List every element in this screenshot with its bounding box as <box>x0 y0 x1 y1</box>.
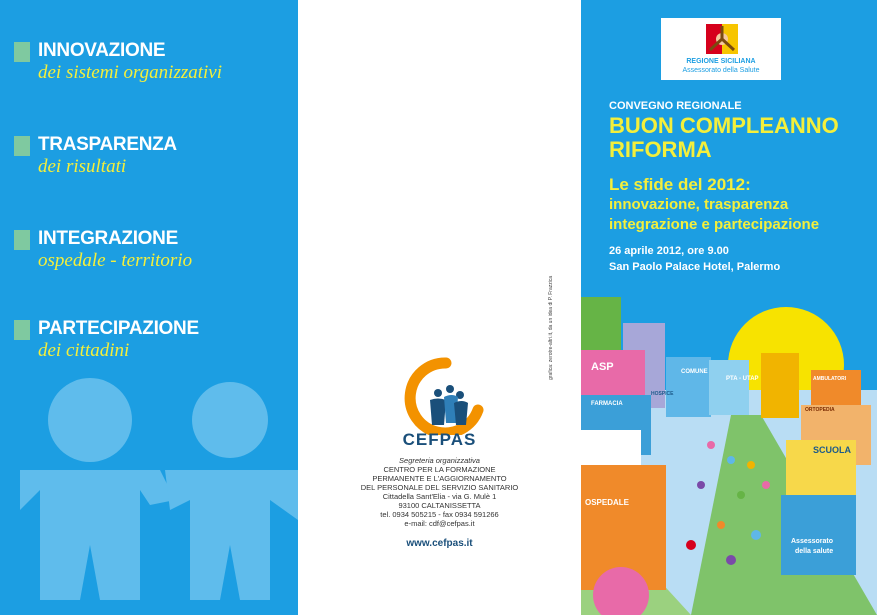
address-line: 93100 CALTANISSETTA <box>398 501 481 510</box>
event-date: 26 aprile 2012, ore 9.00 <box>609 245 729 257</box>
cefpas-logo-icon <box>398 355 488 435</box>
sign-comune: COMUNE <box>681 369 708 375</box>
sign-pta-utap: PTA - UTAP <box>726 376 759 382</box>
address-line: CENTRO PER LA FORMAZIONE <box>383 465 496 474</box>
credit-text: grafica: zerotre-altri.it, da un idea di P. Frazzica <box>548 275 554 380</box>
event-subtitle-line: innovazione, trasparenza <box>609 196 789 213</box>
sign-ambulatori: AMBULATORI <box>813 376 847 382</box>
theme-bar <box>14 42 30 62</box>
sign-scuola: SCUOLA <box>813 445 851 455</box>
region-dept: Assessorato della Salute <box>682 67 760 74</box>
theme-subtitle: dei risultati <box>38 156 127 177</box>
event-title-line-1: BUON COMPLEANNO <box>609 113 839 138</box>
sign-ortopedia: ORTOPEDIA <box>805 407 835 413</box>
sign-ospedale: OSPEDALE <box>585 498 630 507</box>
sign-hospice: HOSPICE <box>651 391 674 397</box>
email-line: e-mail: cdf@cefpas.it <box>404 519 475 528</box>
region-name: REGIONE SICILIANA <box>686 58 756 65</box>
segreteria-label: Segreteria organizzativa <box>399 456 480 465</box>
theme-bar <box>14 320 30 340</box>
sign-asp: ASP <box>591 361 614 373</box>
theme-title: PARTECIPAZIONE <box>38 318 199 339</box>
middle-panel <box>298 0 581 615</box>
convegno-label: CONVEGNO REGIONALE <box>609 100 742 112</box>
theme-title: INNOVAZIONE <box>38 40 166 61</box>
event-subtitle-line: Le sfide del 2012: <box>609 175 751 194</box>
event-subtitle-line: integrazione e partecipazione <box>609 216 820 233</box>
theme-subtitle: dei sistemi organizzativi <box>38 62 223 83</box>
right-panel <box>581 0 877 615</box>
address-line: PERMANENTE E L'AGGIORNAMENTO <box>372 474 507 483</box>
theme-bar <box>14 230 30 250</box>
cefpas-logo-text: CEFPAS <box>402 430 477 449</box>
phone-line: tel. 0934 505215 - fax 0934 591266 <box>380 510 499 519</box>
children-silhouette-icon <box>0 0 298 615</box>
left-panel <box>0 0 298 615</box>
theme-bar <box>14 136 30 156</box>
theme-subtitle: dei cittadini <box>38 340 130 361</box>
event-venue: San Paolo Palace Hotel, Palermo <box>609 261 781 273</box>
sign-farmacia: FARMACIA <box>591 401 623 407</box>
sign-della-salute: della salute <box>795 548 834 555</box>
trinacria-emblem-icon <box>706 24 738 54</box>
website-link[interactable]: www.cefpas.it <box>406 538 473 549</box>
address-line: DEL PERSONALE DEL SERVIZIO SANITARIO <box>360 483 519 492</box>
theme-title: TRASPARENZA <box>38 134 177 155</box>
event-title-line-2: RIFORMA <box>609 137 712 162</box>
theme-title: INTEGRAZIONE <box>38 228 178 249</box>
address-line: Cittadella Sant'Elia - via G. Mulè 1 <box>382 492 497 501</box>
town-illustration <box>581 295 877 615</box>
sign-assessorato: Assessorato <box>791 538 834 545</box>
theme-subtitle: ospedale - territorio <box>38 250 193 271</box>
